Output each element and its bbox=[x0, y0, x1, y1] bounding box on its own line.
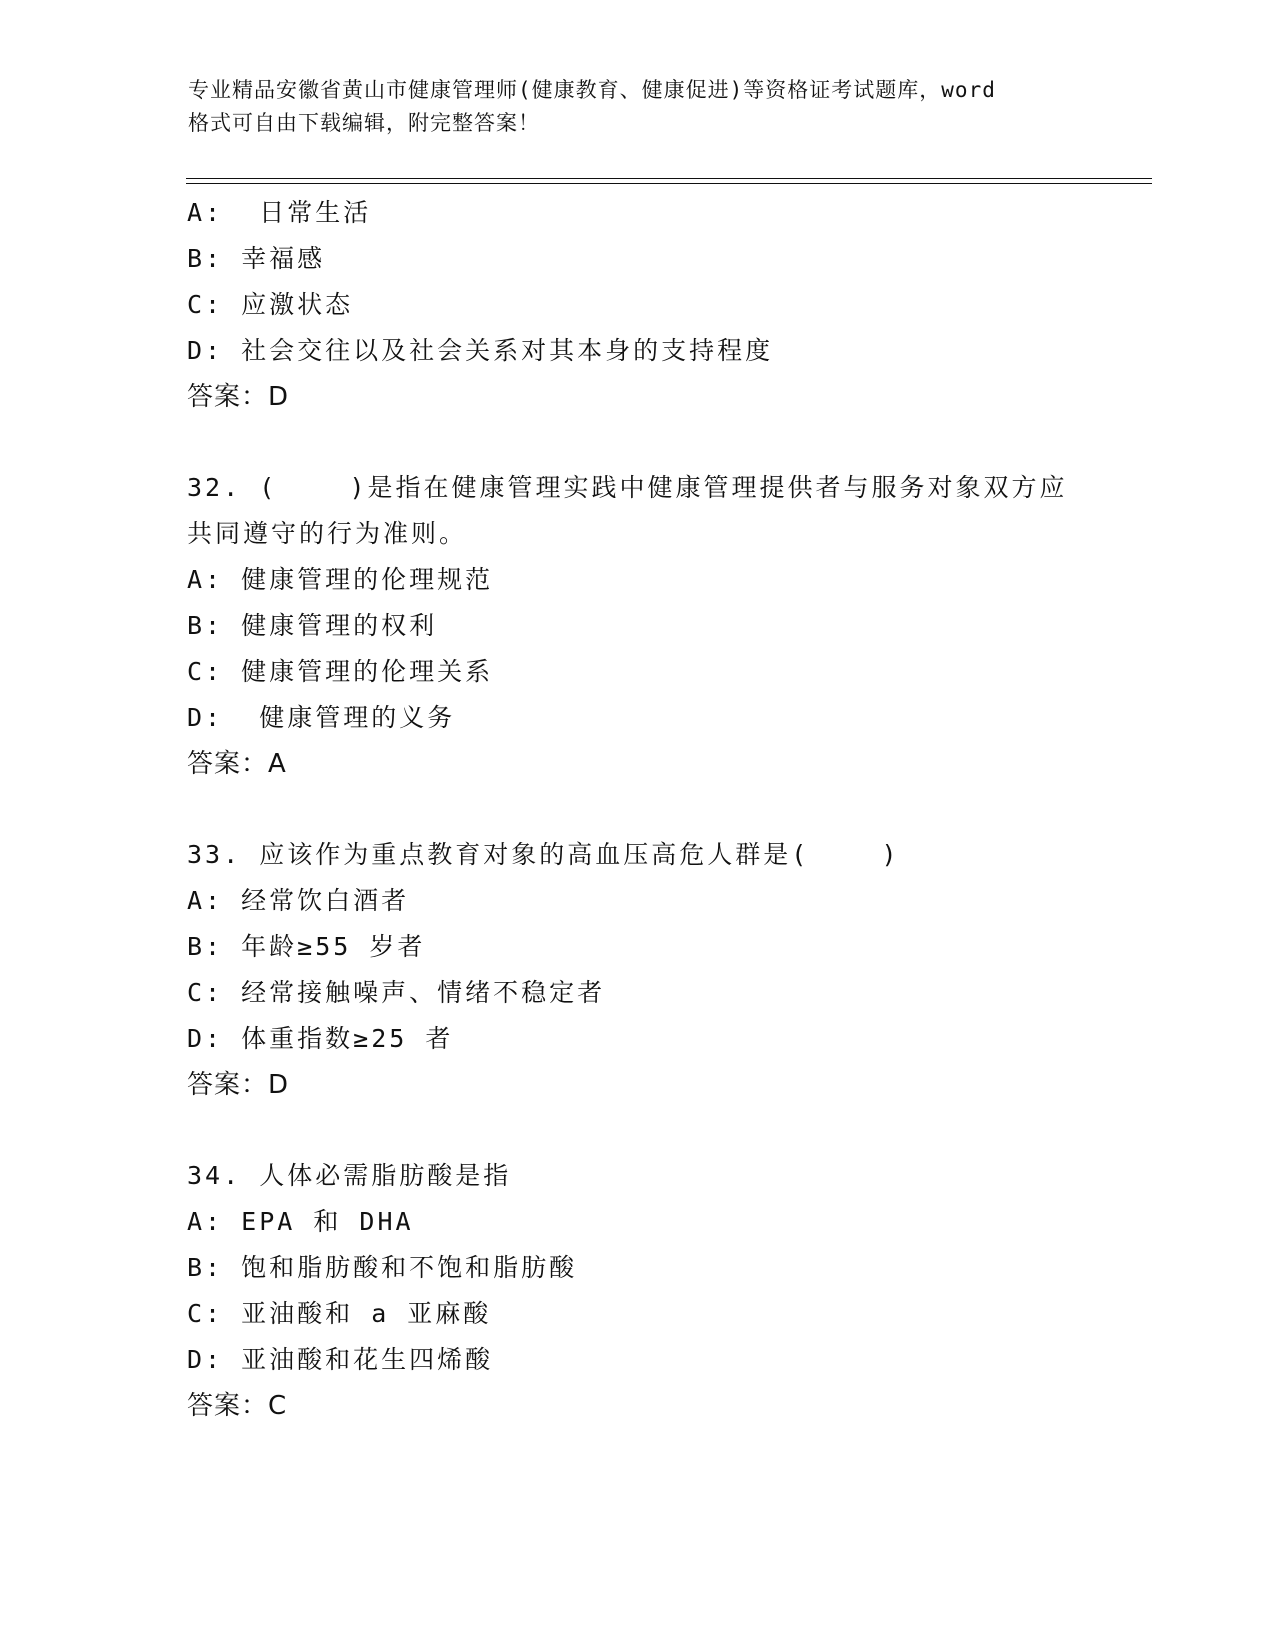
question-list bbox=[187, 190, 1147, 1429]
answer-line: 答案：A bbox=[187, 749, 287, 779]
option-c: C: 亚油酸和 a 亚麻酸 bbox=[187, 1299, 492, 1328]
question-block bbox=[187, 465, 1147, 787]
question-text: 34. 人体必需脂肪酸是指 bbox=[187, 1161, 512, 1190]
option-d: D: 健康管理的义务 bbox=[187, 703, 456, 732]
option-d: D: 体重指数≥25 者 bbox=[187, 1024, 454, 1053]
block-spacer bbox=[187, 420, 1147, 465]
option-a: A: 健康管理的伦理规范 bbox=[187, 565, 494, 594]
option-d: D: 亚油酸和花生四烯酸 bbox=[187, 1345, 494, 1374]
option-b: B: 年龄≥55 岁者 bbox=[187, 932, 426, 961]
answer-line: 答案：D bbox=[187, 1070, 290, 1100]
question-block bbox=[187, 190, 1147, 420]
answer-line: 答案：C bbox=[187, 1391, 288, 1421]
option-b: B: 健康管理的权利 bbox=[187, 611, 438, 640]
option-a: A: EPA 和 DHA bbox=[187, 1207, 414, 1236]
question-text: 33. 应该作为重点教育对象的高血压高危人群是( ) bbox=[187, 840, 900, 869]
block-spacer bbox=[187, 1108, 1147, 1153]
option-c: C: 健康管理的伦理关系 bbox=[187, 657, 494, 686]
document-header bbox=[188, 74, 1088, 140]
option-a: A: 经常饮白酒者 bbox=[187, 886, 410, 915]
block-spacer bbox=[187, 787, 1147, 832]
option-c: C: 经常接触噪声、情绪不稳定者 bbox=[187, 978, 606, 1007]
header-line-1: 专业精品安徽省黄山市健康管理师(健康教育、健康促进)等资格证考试题库，word bbox=[188, 78, 996, 102]
option-a: A: 日常生活 bbox=[187, 198, 372, 227]
question-text: 32. ( )是指在健康管理实践中健康管理提供者与服务对象双方应 bbox=[187, 473, 1068, 502]
question-block bbox=[187, 1153, 1147, 1429]
option-b: B: 幸福感 bbox=[187, 244, 326, 273]
option-b: B: 饱和脂肪酸和不饱和脂肪酸 bbox=[187, 1253, 578, 1282]
answer-line: 答案：D bbox=[187, 382, 290, 412]
header-rule-bottom bbox=[186, 183, 1152, 184]
option-c: C: 应激状态 bbox=[187, 290, 354, 319]
header-line-2: 格式可自由下载编辑，附完整答案！ bbox=[188, 111, 540, 135]
header-rule-top bbox=[186, 178, 1152, 179]
question-block bbox=[187, 832, 1147, 1108]
question-text-continued: 共同遵守的行为准则。 bbox=[187, 519, 468, 548]
option-d: D: 社会交往以及社会关系对其本身的支持程度 bbox=[187, 336, 774, 365]
